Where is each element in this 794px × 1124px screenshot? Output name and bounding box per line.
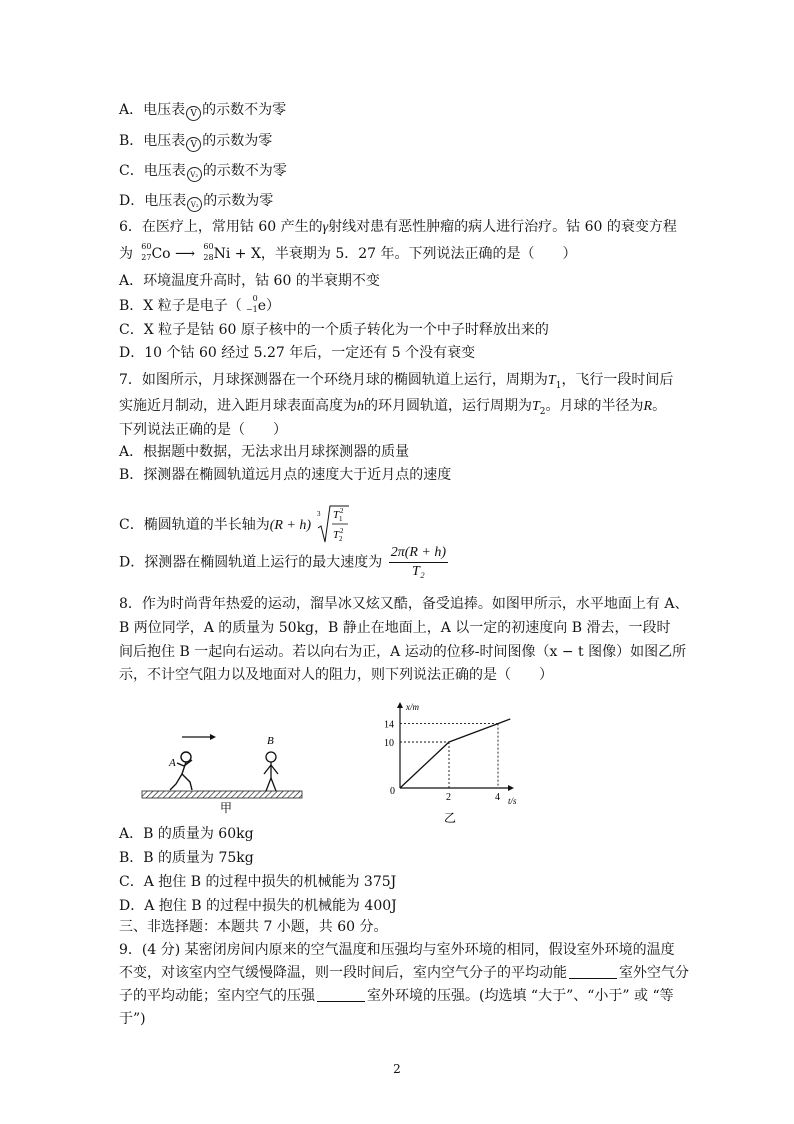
figure-yi-xt-graph — [368, 702, 528, 827]
ni-nuclide: 60 28 — [203, 242, 214, 262]
q8-stem-line4: 示，不计空气阻力以及地面对人的阻力，则下列说法正确的是（ ） — [119, 667, 553, 683]
svg-text:2: 2 — [339, 507, 343, 515]
q8-option-d: D．A 抱住 B 的过程中损失的机械能为 400J — [119, 898, 397, 914]
voltmeter-icon: V — [186, 137, 201, 152]
chart-marks — [384, 719, 510, 803]
velocity-arrow-icon — [182, 734, 216, 740]
q7-stem-line2: 实施近月制动，进入距月球表面高度为h的环月圆轨道，运行周期为$T_2$。月球的半径为R。 — [119, 398, 667, 417]
svg-text:T: T — [332, 529, 339, 541]
q7-option-d: D．探测器在椭圆轨道上运行的最大速度为 $\frac{2\pi(R + h)}{\text{T₂}}$ — [119, 545, 447, 579]
y-tick-label-14: 14 — [384, 719, 394, 731]
q8-stem-line1: 8．作为时尚背年热爱的运动，溜旱冰又炫又酷，备受追捧。如图甲所示，水平地面上有 A、 — [119, 596, 689, 612]
q6-option-b: B．X 粒子是电子（ 0 −1 e） — [119, 294, 281, 314]
q5-option-d: D．电压表 V₂ 的示数为零 — [119, 192, 273, 212]
q5-option-c: C．电压表 V₂ 的示数不为零 — [119, 162, 287, 182]
voltmeter-icon: V₂ — [187, 197, 202, 212]
voltmeter-icon: V₂ — [187, 167, 202, 182]
x-tick-label-2: 2 — [446, 792, 451, 803]
person-b-icon — [264, 752, 278, 791]
answer-blank-2[interactable] — [317, 987, 365, 1002]
svg-text:2: 2 — [338, 535, 342, 543]
q5-option-b: B．电压表 V 的示数为零 — [119, 133, 273, 150]
q8-option-c: C．A 抱住 B 的过程中损失的机械能为 375J — [119, 874, 397, 890]
origin-label: 0 — [390, 786, 395, 797]
q8-stem-line3: 间后抱住 B 一起向右运动。若以向右为正，A 运动的位移-时间图像（x − t 图像）如图乙所 — [119, 644, 687, 660]
q9-stem-line4: 于”) — [119, 1011, 146, 1027]
ground — [142, 791, 302, 798]
x-axis-arrow-icon — [397, 702, 403, 708]
q6-option-d: D．10 个钴 60 经过 5.27 年后，一定还有 5 个没有衰变 — [119, 345, 476, 361]
svg-text:1: 1 — [338, 515, 342, 523]
label-b: B — [267, 735, 274, 747]
xt-segment-2 — [449, 724, 498, 742]
q7-stem-line1: 7．如图所示，月球探测器在一个环绕月球的椭圆轨道上运行，周期为$T_1$，飞行一段时间后 — [119, 372, 674, 391]
cube-root-sign — [316, 504, 350, 546]
co-nuclide: 60 27 — [141, 242, 152, 262]
q8-stem-line2: B 两位同学，A 的质量为 50kg，B 静止在地面上，A 以一定的初速度向 B 滑去，一段时 — [119, 620, 671, 636]
figure-yi-label: 乙 — [444, 811, 457, 825]
q9-stem-line2: 不变，对该室内空气缓慢降温，则一段时间后，室内空气分子的平均动能 室外空气分 — [119, 965, 689, 981]
x-axis-label: t/s — [508, 796, 517, 806]
q6-stem-line1: 6．在医疗上，常用钴 60 产生的γ射线对患有恶性肿瘤的病人进行治疗。钴 60 的衰变方程 — [119, 219, 677, 235]
electron-nuclide: 0 −1 — [245, 294, 258, 314]
q7-stem-line3: 下列说法正确的是（ ） — [119, 422, 287, 438]
q7-option-b: B．探测器在椭圆轨道远月点的速度大于近月点的速度 — [119, 467, 452, 483]
svg-text:3: 3 — [316, 510, 320, 518]
axes — [397, 702, 514, 791]
figure-jia-label: 甲 — [220, 801, 233, 815]
voltmeter-icon: V — [186, 106, 201, 121]
xt-segment-3 — [498, 719, 510, 724]
q6-option-c: C．X 粒子是钴 60 原子核中的一个质子转化为一个中子时释放出来的 — [119, 322, 549, 338]
page-number: 2 — [393, 1062, 401, 1076]
reaction-arrow: ⟶ — [175, 246, 196, 262]
y-tick-label-10: 10 — [384, 738, 394, 749]
q5-option-a: A．电压表 V 的示数不为零 — [119, 102, 287, 119]
cube-root-expression — [316, 504, 350, 546]
t-axis-arrow-icon — [508, 785, 514, 791]
q8-option-a: A．B 的质量为 60kg — [119, 826, 254, 842]
x-tick-label-4: 4 — [495, 792, 500, 803]
y-axis-label: x/m — [406, 702, 419, 712]
q7-option-c: C．椭圆轨道的半长轴为(R + h) 3 T 2 1 T 2 2 — [119, 504, 350, 546]
q6-option-a: A．环境温度升高时，钴 60 的半衰期不变 — [119, 273, 380, 289]
section-3-heading: 三、非选择题：本题共 7 小题，共 60 分。 — [119, 919, 388, 935]
figure-jia-skaters — [140, 730, 310, 822]
max-speed-fraction: $\frac{2\pi(R + h)}{\text{T₂}}$ — [390, 545, 447, 579]
xt-segment-1 — [400, 742, 449, 788]
svg-text:T: T — [332, 509, 339, 521]
q7-option-a: A．根据题中数据，无法求出月球探测器的质量 — [119, 444, 410, 460]
q8-option-b: B．B 的质量为 75kg — [119, 850, 254, 866]
q6-stem-line2: 为 60 27 Co ⟶ 60 28 Ni + X，半衰期为 5．27 年。下列说法正确的是（ ） — [119, 242, 577, 262]
svg-text:2: 2 — [339, 527, 343, 535]
label-a: A — [169, 757, 176, 769]
q9-stem-line3: 子的平均动能；室内空气的压强 室外环境的压强。(均选填 “大于”、“小于” 或 “等 — [119, 988, 674, 1004]
q9-stem-line1: 9．(4 分) 某密闭房间内原来的空气温度和压强均与室外环境的相同，假设室外环境的温度 — [119, 942, 675, 958]
answer-blank-1[interactable] — [569, 964, 617, 979]
